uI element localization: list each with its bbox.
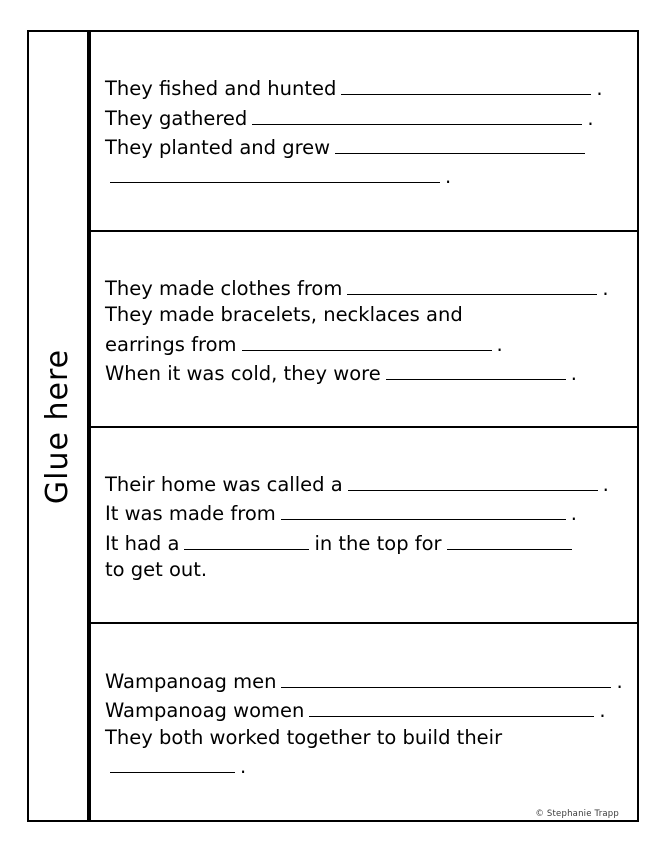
write-in-blank[interactable] [110, 164, 440, 183]
sentence-text: They both worked together to build their [105, 725, 503, 749]
flap-clothing [89, 230, 639, 426]
sentence-line [105, 725, 623, 749]
sentence-text: . [570, 361, 577, 385]
flap-shelter [89, 426, 639, 622]
sentence-line [105, 135, 623, 158]
sentence-text: . [602, 472, 609, 496]
sentence-line [105, 276, 623, 299]
flap-jobs [89, 622, 639, 822]
sentence-line [105, 531, 623, 554]
write-in-blank[interactable] [110, 754, 235, 773]
sentence-text: . [240, 754, 247, 778]
sentence-text: It was made from [105, 502, 276, 526]
sentence-text: to get out. [105, 557, 208, 581]
worksheet-page [27, 30, 639, 825]
sentence-line [105, 361, 623, 384]
sentence-line [105, 698, 623, 721]
write-in-blank[interactable] [386, 361, 566, 380]
sentence-text: . [616, 669, 623, 693]
write-in-blank[interactable] [184, 531, 309, 550]
flap-stack [89, 30, 639, 822]
sentence-line [105, 669, 623, 692]
sentence-text: They planted and grew [105, 136, 331, 159]
write-in-blank[interactable] [447, 531, 572, 550]
copyright-credit: © Stephanie Trapp [535, 809, 619, 819]
sentence-text: It had a [105, 531, 180, 555]
write-in-blank[interactable] [242, 332, 492, 351]
write-in-blank[interactable] [335, 135, 585, 154]
sentence-text: . [570, 502, 577, 526]
sentence-text: They made bracelets, necklaces and [105, 303, 463, 327]
sentence-text: . [587, 106, 594, 130]
glue-tab-label: Glue here [40, 348, 76, 504]
write-in-blank[interactable] [347, 276, 597, 295]
write-in-blank[interactable] [309, 698, 594, 717]
sentence-line [105, 557, 623, 581]
foldable-worksheet [27, 30, 639, 822]
sentence-text: earrings from [105, 332, 237, 356]
write-in-blank[interactable] [281, 669, 611, 688]
write-in-blank[interactable] [281, 501, 566, 520]
sentence-text: . [496, 332, 503, 356]
glue-tab [27, 30, 89, 822]
sentence-text: When it was cold, they wore [105, 361, 381, 385]
sentence-text: . [445, 165, 452, 189]
sentence-text: . [596, 77, 603, 101]
sentence-text: They gathered [105, 106, 248, 130]
sentence-text: Their home was called a [105, 472, 343, 496]
sentence-line [105, 76, 623, 99]
sentence-line [105, 305, 623, 325]
write-in-blank[interactable] [348, 472, 598, 491]
sentence-line [105, 332, 623, 355]
sentence-text: in the top for [314, 531, 442, 555]
sentence-line [105, 501, 623, 524]
sentence-text: They fished and hunted [105, 77, 337, 101]
sentence-line [105, 754, 623, 777]
flap-food [89, 30, 639, 230]
sentence-text: . [602, 276, 609, 300]
write-in-blank[interactable] [252, 106, 582, 125]
sentence-text: They made clothes from [105, 276, 343, 300]
sentence-text: . [599, 699, 606, 723]
sentence-text: Wampanoag women [105, 699, 305, 723]
sentence-line [105, 164, 623, 187]
sentence-text: Wampanoag men [105, 669, 277, 693]
sentence-line [105, 472, 623, 495]
sentence-line [105, 106, 623, 129]
write-in-blank[interactable] [341, 76, 591, 95]
